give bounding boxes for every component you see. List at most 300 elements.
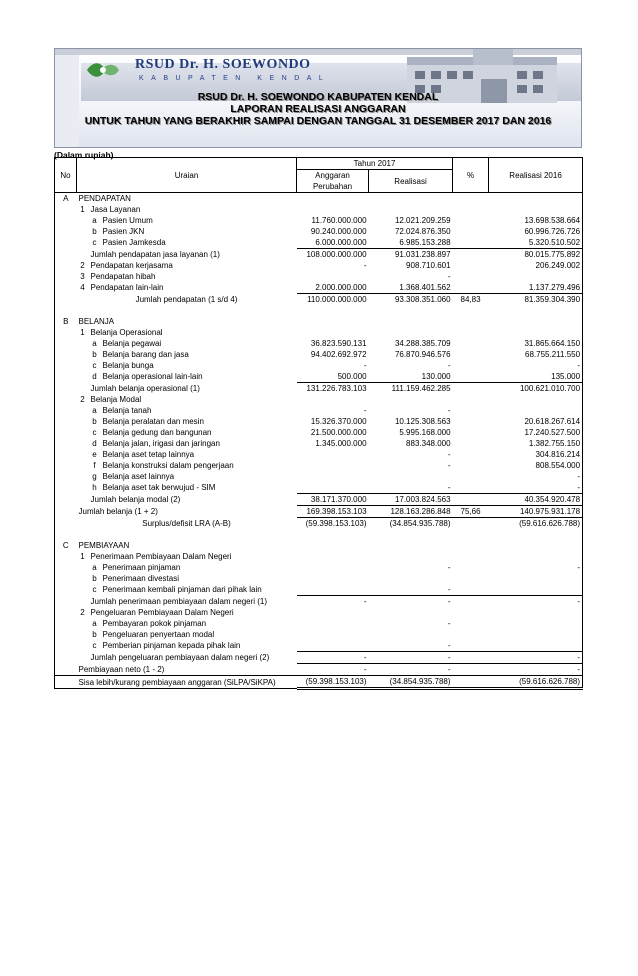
- cell-anggaran: [297, 540, 369, 551]
- row-label: Belanja jalan, irigasi dan jaringan: [102, 439, 220, 448]
- cell-percent: [453, 438, 489, 449]
- row-indent: [77, 562, 89, 573]
- row-indent: [77, 584, 89, 596]
- row-indent: [77, 640, 89, 652]
- cell-anggaran: [297, 449, 369, 460]
- spacer-row: [55, 529, 583, 540]
- cell-realisasi-2016: 40.354.920.478: [489, 494, 583, 506]
- cell-realisasi: (34.854.935.788): [389, 519, 451, 528]
- row-label: Belanja aset lainnya: [102, 472, 175, 481]
- cell-anggaran: [297, 193, 369, 205]
- cell-realisasi-2016: [489, 394, 583, 405]
- cell-anggaran: 110.000.000.000: [307, 295, 367, 304]
- row-label: Pengeluaran penyertaan modal: [102, 630, 215, 639]
- cell-realisasi-2016: [489, 640, 583, 652]
- header-uraian: Uraian: [77, 158, 297, 193]
- cell-percent: [453, 471, 489, 482]
- row-indent: [77, 471, 89, 482]
- cell-realisasi-2016: [489, 573, 583, 584]
- row-label: Pembiayaan neto (1 - 2): [78, 664, 165, 674]
- table-row: [55, 371, 583, 383]
- cell-anggaran: 94.402.692.972: [310, 350, 367, 359]
- row-label: Belanja aset tak berwujud - SIM: [102, 483, 216, 493]
- hospital-subtitle: KABUPATEN KENDAL: [139, 75, 331, 82]
- cell-percent: [453, 193, 489, 205]
- cell-anggaran: 11.760.000.000: [311, 216, 367, 225]
- header-no: No: [55, 158, 77, 193]
- cell-anggaran: [297, 618, 369, 629]
- row-section-no: [55, 449, 77, 460]
- cell-realisasi: 76.870.946.576: [394, 350, 451, 359]
- cell-realisasi: 72.024.876.350: [394, 227, 451, 236]
- row-indent: [77, 226, 89, 237]
- cell-percent: 75,66: [453, 506, 489, 518]
- cell-percent: [453, 584, 489, 596]
- row-section-no: [55, 394, 77, 405]
- cell-realisasi-2016: -: [577, 472, 581, 481]
- cell-percent: [453, 676, 489, 689]
- cell-realisasi-2016: [489, 551, 583, 562]
- row-label: Jumlah belanja modal (2): [90, 495, 181, 504]
- cell-percent: [453, 327, 489, 338]
- cell-percent: [453, 607, 489, 618]
- cell-realisasi-2016: [489, 540, 583, 551]
- cell-anggaran: 36.823.590.131: [310, 339, 367, 348]
- row-section-no: [55, 349, 77, 360]
- hospital-logo-icon: [83, 59, 123, 81]
- row-indent: [77, 371, 89, 383]
- row-sub-no: 2: [80, 395, 85, 404]
- cell-percent: [453, 540, 489, 551]
- cell-realisasi: [369, 540, 453, 551]
- cell-percent: [453, 494, 489, 506]
- row-letter: a: [92, 406, 97, 415]
- row-indent: [77, 449, 89, 460]
- row-section-no: [55, 652, 77, 664]
- row-label: Belanja aset tetap lainnya: [102, 450, 195, 459]
- cell-percent: 84,83: [460, 295, 481, 304]
- row-sub-no: 4: [80, 283, 85, 293]
- table-row: [55, 237, 583, 249]
- cell-percent: [453, 226, 489, 237]
- cell-realisasi: -: [369, 584, 453, 596]
- row-section-no: C: [62, 541, 69, 550]
- cell-realisasi: [369, 394, 453, 405]
- row-indent: [77, 338, 89, 349]
- cell-realisasi: [369, 573, 453, 584]
- cell-percent: [453, 518, 489, 530]
- cell-percent: [453, 416, 489, 427]
- cell-percent: [453, 664, 489, 676]
- cell-realisasi: 111.159.462.285: [391, 384, 451, 393]
- table-row: [55, 271, 583, 282]
- currency-unit-note: (Dalam rupiah): [54, 150, 114, 160]
- cell-realisasi: -: [447, 597, 451, 606]
- cell-anggaran: 131.226.783.103: [306, 384, 367, 393]
- row-letter: e: [92, 450, 97, 459]
- row-indent: [77, 237, 89, 249]
- cell-anggaran: 169.398.153.103: [297, 506, 369, 518]
- row-section-no: [55, 529, 77, 540]
- row-sub-no: [77, 383, 89, 395]
- cell-realisasi: [369, 316, 453, 327]
- table-row: [55, 618, 583, 629]
- cell-anggaran: [297, 584, 369, 596]
- cell-anggaran: [297, 327, 369, 338]
- row-label: Penerimaan kembali pinjaman dari pihak lain: [102, 585, 262, 595]
- row-section-no: [55, 260, 77, 271]
- row-section-no: [55, 305, 77, 316]
- row-label: Sisa lebih/kurang pembiayaan anggaran (SiLPA/SiKPA): [77, 676, 297, 689]
- cell-percent: [453, 573, 489, 584]
- table-row: [55, 607, 583, 618]
- row-indent: [77, 405, 89, 416]
- table-row: [55, 327, 583, 338]
- row-label: Belanja pegawai: [102, 339, 162, 348]
- row-indent: [77, 438, 89, 449]
- table-row: [55, 676, 583, 689]
- cell-anggaran: 21.500.000.000: [310, 428, 367, 437]
- row-letter: b: [92, 227, 97, 236]
- row-label: Belanja operasional lain-lain: [102, 372, 203, 382]
- row-indent: [77, 416, 89, 427]
- cell-realisasi: -: [369, 640, 453, 652]
- cell-percent: [453, 427, 489, 438]
- cell-percent: [453, 618, 489, 629]
- cell-realisasi: (34.854.935.788): [369, 676, 453, 689]
- cell-realisasi-2016: 304.816.214: [535, 450, 581, 459]
- cell-realisasi: [369, 551, 453, 562]
- cell-anggaran: [297, 640, 369, 652]
- row-label: Penerimaan divestasi: [102, 574, 179, 583]
- row-letter: [89, 305, 101, 316]
- row-indent: [77, 629, 89, 640]
- cell-realisasi-2016: 60.996.726.726: [524, 227, 581, 236]
- row-sub-no: [77, 249, 89, 261]
- row-label: Belanja Modal: [90, 395, 142, 404]
- cell-anggaran: [297, 482, 369, 494]
- row-section-no: [55, 215, 77, 226]
- cell-realisasi: [369, 204, 453, 215]
- row-section-no: [55, 427, 77, 438]
- cell-percent: [453, 394, 489, 405]
- row-section-no: [55, 294, 77, 306]
- row-section-no: [55, 338, 77, 349]
- cell-realisasi: 10.125.308.563: [394, 417, 451, 426]
- cell-realisasi-2016: [489, 193, 583, 205]
- cell-realisasi-2016: [489, 316, 583, 327]
- cell-percent: [453, 640, 489, 652]
- row-section-no: [55, 506, 77, 518]
- row-section-no: [55, 226, 77, 237]
- cell-realisasi: 12.021.209.259: [394, 216, 451, 225]
- row-letter: c: [92, 238, 97, 248]
- cell-realisasi: 130.000: [369, 371, 453, 383]
- cell-realisasi-2016: 808.554.000: [535, 461, 581, 470]
- row-sub-no: [77, 494, 89, 506]
- row-letter: a: [92, 619, 97, 628]
- row-label: Pengeluaran Pembiayaan Dalam Negeri: [90, 608, 234, 617]
- cell-realisasi-2016: 1.137.279.496: [489, 282, 583, 294]
- cell-anggaran: 6.000.000.000: [297, 237, 369, 249]
- cell-realisasi-2016: 80.015.775.892: [524, 250, 581, 259]
- cell-realisasi-2016: 5.320.510.502: [489, 237, 583, 249]
- table-row: [55, 562, 583, 573]
- table-row: [55, 494, 583, 506]
- row-label: Pemberian pinjaman kepada pihak lain: [102, 641, 241, 651]
- row-label: Surplus/defisit LRA (A-B): [142, 518, 231, 528]
- cell-realisasi: 34.288.385.709: [394, 339, 451, 348]
- cell-realisasi-2016: 1.382.755.150: [528, 439, 581, 448]
- cell-percent: [453, 449, 489, 460]
- header-tahun: Tahun 2017: [297, 158, 453, 170]
- row-label: PEMBIAYAAN: [78, 541, 130, 550]
- row-label: Pembayaran pokok pinjaman: [102, 619, 207, 628]
- row-section-no: [55, 518, 77, 530]
- cell-realisasi: -: [447, 461, 451, 470]
- cell-anggaran: [297, 607, 369, 618]
- row-section-no: A: [63, 194, 69, 203]
- cell-realisasi-2016: [489, 607, 583, 618]
- row-section-no: [55, 573, 77, 584]
- cell-realisasi: -: [369, 652, 453, 664]
- cell-anggaran: -: [297, 652, 369, 664]
- cell-percent: [453, 460, 489, 471]
- row-section-no: [55, 360, 77, 371]
- row-label: Belanja tanah: [102, 406, 152, 415]
- cell-realisasi: [369, 607, 453, 618]
- row-letter: b: [92, 574, 97, 583]
- report-title-3: UNTUK TAHUN YANG BERAKHIR SAMPAI DENGAN TANGGAL 31 DESEMBER 2017 DAN 2016: [84, 115, 552, 127]
- cell-anggaran: [297, 305, 369, 316]
- row-label: Penerimaan Pembiayaan Dalam Negeri: [90, 552, 232, 561]
- row-label: [101, 529, 297, 540]
- table-row: [55, 193, 583, 205]
- cell-realisasi: -: [369, 482, 453, 494]
- row-letter: g: [92, 472, 97, 481]
- cell-anggaran: [297, 271, 369, 282]
- cell-realisasi-2016: 20.618.267.614: [524, 417, 581, 426]
- cell-realisasi-2016: [489, 204, 583, 215]
- cell-percent: [453, 215, 489, 226]
- cell-realisasi-2016: -: [489, 652, 583, 664]
- header-percent: %: [453, 158, 489, 193]
- cell-percent: [453, 596, 489, 608]
- cell-percent: [453, 349, 489, 360]
- row-sub-no: 1: [80, 205, 85, 214]
- row-label: Jasa Layanan: [90, 205, 141, 214]
- header-anggaran: Anggaran: [297, 170, 369, 182]
- table-row: [55, 226, 583, 237]
- cell-realisasi-2016: [489, 529, 583, 540]
- row-indent: [77, 573, 89, 584]
- cell-realisasi-2016: 135.000: [489, 371, 583, 383]
- row-label: Jumlah belanja operasional (1): [90, 383, 200, 393]
- cell-realisasi-2016: -: [577, 361, 581, 370]
- row-section-no: [55, 383, 77, 395]
- cell-realisasi: 908.710.601: [406, 261, 451, 270]
- row-indent: [77, 482, 89, 494]
- row-letter: f: [93, 461, 96, 470]
- cell-anggaran: -: [363, 597, 367, 606]
- row-label: Pendapatan kerjasama: [90, 261, 173, 270]
- cell-percent: [453, 562, 489, 573]
- cell-percent: [453, 271, 489, 282]
- cell-realisasi-2016: [489, 305, 583, 316]
- cell-percent: [453, 652, 489, 664]
- row-section-no: [55, 629, 77, 640]
- cell-realisasi: -: [369, 664, 453, 676]
- cell-percent: [453, 551, 489, 562]
- row-sub-no: [77, 596, 89, 608]
- cell-realisasi-2016: -: [489, 664, 583, 676]
- cell-anggaran: 90.240.000.000: [310, 227, 367, 236]
- table-row: [55, 405, 583, 416]
- cell-realisasi-2016: (59.616.626.788): [489, 676, 583, 689]
- budget-realization-table: [54, 157, 583, 690]
- cell-realisasi: 5.995.168.000: [399, 428, 451, 437]
- table-row: [55, 416, 583, 427]
- row-section-no: [55, 237, 77, 249]
- cell-anggaran: [297, 573, 369, 584]
- cell-realisasi: 6.985.153.288: [369, 237, 453, 249]
- table-row: [55, 294, 583, 306]
- cell-realisasi: 883.348.000: [406, 439, 451, 448]
- row-section-no: [55, 282, 77, 294]
- cell-realisasi: -: [447, 450, 451, 459]
- cell-percent: [453, 249, 489, 261]
- header-perubahan: Perubahan: [297, 181, 369, 193]
- table-row: [55, 394, 583, 405]
- cell-realisasi-2016: 13.698.538.664: [524, 216, 581, 225]
- table-row: [55, 282, 583, 294]
- row-label: PENDAPATAN: [78, 194, 131, 203]
- row-label: Jumlah pendapatan jasa layanan (1): [90, 249, 220, 259]
- row-label: Belanja Operasional: [90, 328, 163, 337]
- cell-anggaran: 38.171.370.000: [297, 494, 369, 506]
- row-letter: b: [92, 417, 97, 426]
- cell-realisasi: 17.003.824.563: [369, 494, 453, 506]
- cell-percent: [453, 204, 489, 215]
- row-indent: [77, 305, 89, 316]
- table-row: [55, 664, 583, 676]
- cell-realisasi-2016: 206.249.002: [535, 261, 581, 270]
- row-section-no: [55, 618, 77, 629]
- cell-realisasi: [369, 471, 453, 482]
- row-sub-no: 1: [80, 328, 85, 337]
- cell-anggaran: [297, 629, 369, 640]
- cell-realisasi-2016: -: [577, 597, 581, 606]
- row-label: Belanja gedung dan bangunan: [102, 428, 212, 437]
- row-indent: [77, 529, 89, 540]
- cell-anggaran: -: [363, 261, 367, 270]
- table-row: [55, 551, 583, 562]
- cell-percent: [453, 371, 489, 383]
- row-section-no: [55, 204, 77, 215]
- cell-realisasi-2016: -: [577, 563, 581, 572]
- cell-realisasi: [369, 529, 453, 540]
- row-section-no: [55, 416, 77, 427]
- cell-realisasi: -: [447, 619, 451, 628]
- cell-realisasi-2016: 140.975.931.178: [489, 506, 583, 518]
- table-row: [55, 460, 583, 471]
- table-row: [55, 438, 583, 449]
- cell-anggaran: [297, 460, 369, 471]
- cell-percent: [453, 316, 489, 327]
- row-section-no: [55, 438, 77, 449]
- table-row: [55, 652, 583, 664]
- cell-realisasi: 91.031.238.897: [394, 250, 451, 259]
- row-label: BELANJA: [78, 317, 115, 326]
- row-section-no: [55, 271, 77, 282]
- table-row: [55, 204, 583, 215]
- cell-anggaran: 500.000: [297, 371, 369, 383]
- table-row: [55, 596, 583, 608]
- table-row: [55, 349, 583, 360]
- cell-anggaran: -: [363, 406, 367, 415]
- row-indent: [77, 360, 89, 371]
- cell-realisasi: -: [447, 563, 451, 572]
- row-label: Jumlah penerimaan pembiayaan dalam negeri (1): [90, 596, 268, 606]
- row-section-no: [55, 482, 77, 494]
- cell-anggaran: (59.398.153.103): [305, 519, 367, 528]
- row-section-no: [55, 562, 77, 573]
- row-label: Pendapatan hibah: [90, 272, 156, 281]
- cell-percent: [453, 360, 489, 371]
- cell-anggaran: [297, 529, 369, 540]
- row-letter: a: [92, 563, 97, 572]
- table-row: [55, 338, 583, 349]
- cell-realisasi-2016: [489, 271, 583, 282]
- row-label: Pasien Umum: [102, 216, 153, 225]
- cell-realisasi-2016: 31.865.664.150: [524, 339, 581, 348]
- row-sub-no: 3: [80, 272, 85, 281]
- row-section-no: [55, 640, 77, 652]
- row-letter: c: [92, 641, 97, 651]
- row-indent: [77, 460, 89, 471]
- table-row: [55, 249, 583, 261]
- table-row: [55, 260, 583, 271]
- cell-anggaran: [297, 204, 369, 215]
- table-row: [55, 449, 583, 460]
- row-label: Belanja konstruksi dalam pengerjaan: [102, 461, 234, 470]
- cell-realisasi: -: [447, 361, 451, 370]
- report-title-2: LAPORAN REALISASI ANGGARAN: [230, 103, 406, 115]
- cell-realisasi-2016: [489, 327, 583, 338]
- cell-realisasi-2016: 81.359.304.390: [524, 295, 581, 304]
- row-letter: h: [92, 483, 97, 493]
- row-letter: b: [92, 350, 97, 359]
- cell-realisasi: 1.368.401.562: [369, 282, 453, 294]
- row-label: Jumlah belanja (1 + 2): [78, 507, 158, 516]
- row-letter: b: [92, 630, 97, 639]
- cell-percent: [453, 405, 489, 416]
- row-section-no: [55, 405, 77, 416]
- cell-anggaran: [297, 562, 369, 573]
- header-realisasi: Realisasi: [369, 170, 453, 193]
- row-section-no: [55, 596, 77, 608]
- row-section-no: [55, 460, 77, 471]
- cell-percent: [453, 260, 489, 271]
- cell-realisasi-2016: [489, 584, 583, 596]
- cell-realisasi: -: [447, 406, 451, 415]
- cell-realisasi-2016: [489, 629, 583, 640]
- cell-percent: [453, 237, 489, 249]
- row-label: [101, 305, 297, 316]
- row-letter: c: [92, 585, 97, 595]
- row-letter: d: [92, 439, 97, 448]
- row-sub-no: 2: [80, 608, 85, 617]
